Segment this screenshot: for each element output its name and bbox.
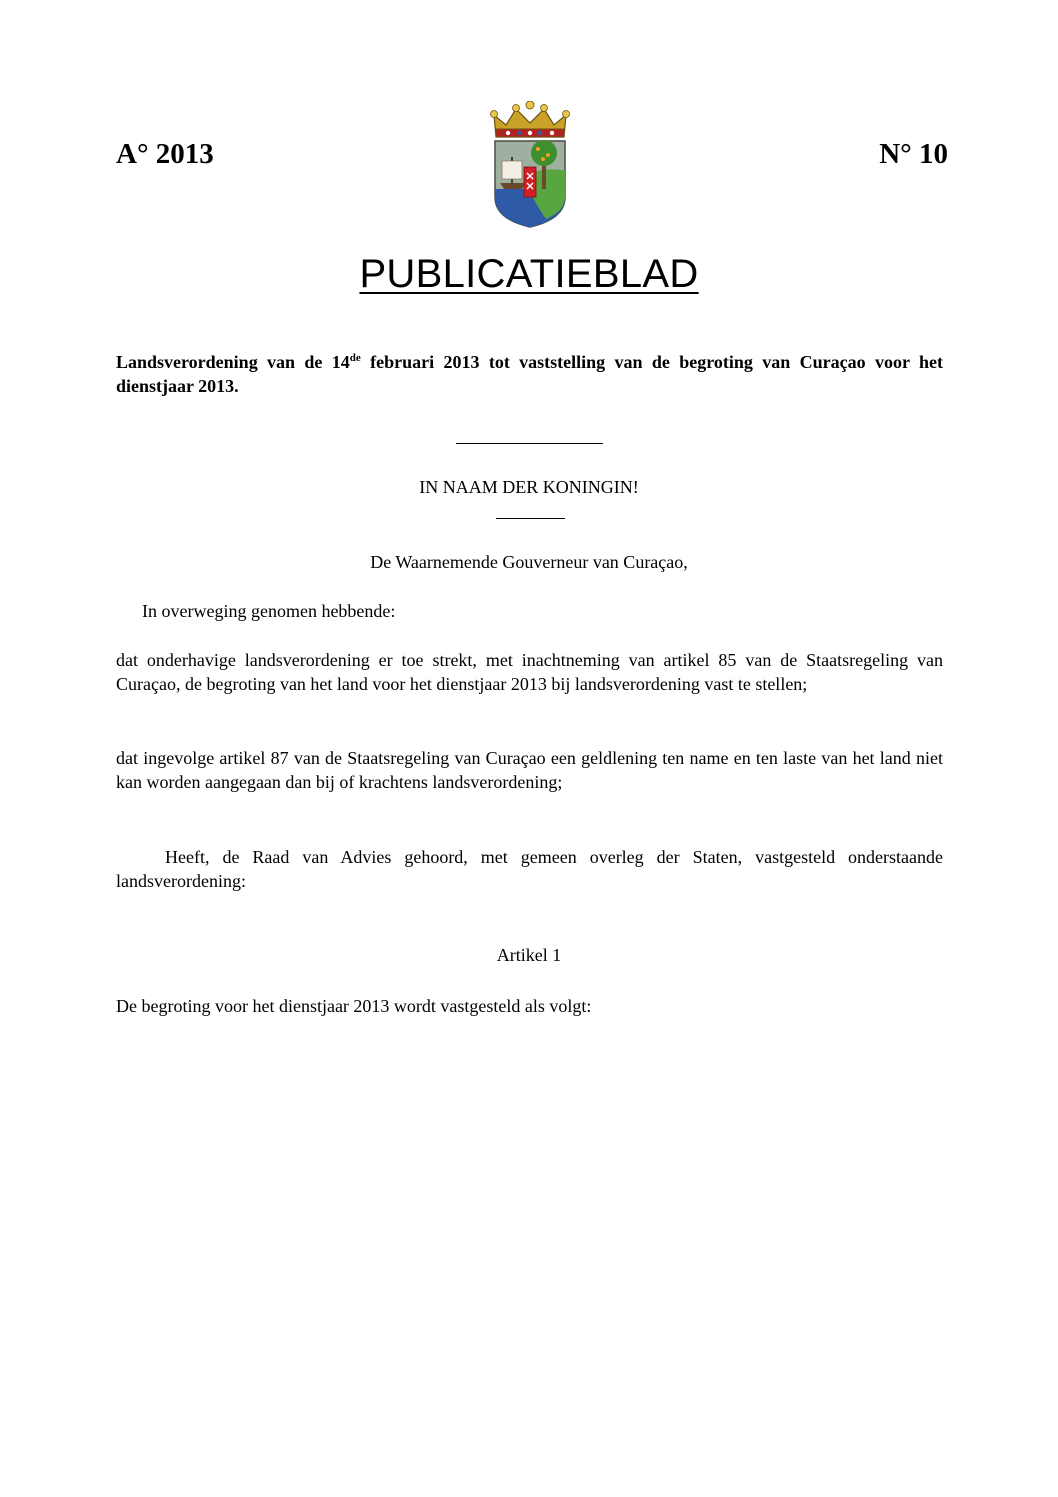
governor-line: De Waarnemende Gouverneur van Curaçao, [370, 552, 688, 572]
page-title: PUBLICATIEBLAD [359, 252, 699, 296]
paragraph-2: dat ingevolge artikel 87 van de Staatsregeling van Curaçao een geldlening ten name en ten laste van het land niet kan worden aangegaan dan bij of krachtens landsverordening; [116, 748, 943, 792]
heading-superscript: de [349, 352, 361, 364]
shield-icon [495, 140, 565, 227]
article-title: Artikel 1 [496, 945, 562, 965]
heading-part-1: Landsverordening van de 14 [116, 352, 350, 372]
crown-icon [491, 101, 570, 137]
article-text: De begroting voor het dienstjaar 2013 wordt vastgesteld als volgt: [116, 996, 592, 1016]
divider-line [456, 443, 603, 444]
paragraph-1: dat onderhavige landsverordening er toe strekt, met inachtneming van artikel 85 van de Staatsregeling van Curaçao, de begroting van het land voor het dienstjaar 2013 bij landsverordening vast te stellen; [116, 650, 943, 694]
proclamation: IN NAAM DER KONINGIN! [419, 477, 639, 497]
document-heading [116, 350, 943, 398]
publication-year: A° 2013 [116, 138, 214, 170]
publication-number: N° 10 [879, 138, 948, 170]
consideration-line: In overweging genomen hebbende: [142, 601, 396, 621]
heading-part-2: februari 2013 tot vaststelling van de begroting van Curaçao voor het dienstjaar 2013. [116, 352, 943, 396]
divider-line [496, 518, 565, 519]
paragraph-3: Heeft, de Raad van Advies gehoord, met gemeen overleg der Staten, vastgesteld onderstaande landsverordening: [116, 847, 943, 891]
coat-of-arms-icon [486, 101, 574, 229]
